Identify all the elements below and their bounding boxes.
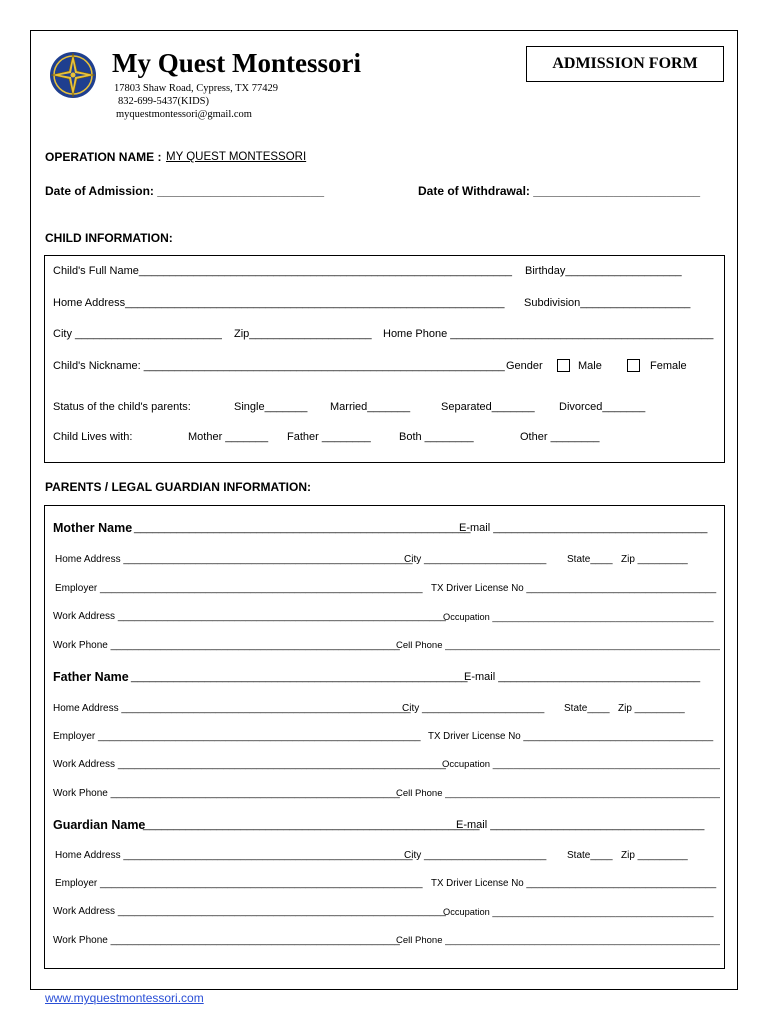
- subdivision-field[interactable]: Subdivision__________________: [524, 297, 691, 309]
- guardian-zip-field[interactable]: Zip _________: [621, 850, 688, 861]
- child-full-name-field[interactable]: Child's Full Name_____________________________________________________________: [53, 265, 513, 277]
- mother-email-field[interactable]: E-mail ___________________________________: [459, 522, 708, 534]
- status-single-field[interactable]: Single_______: [234, 401, 308, 413]
- form-title: ADMISSION FORM: [526, 46, 724, 82]
- guardian-name-label: Guardian Name: [53, 818, 146, 832]
- father-name-field[interactable]: _______________________________________________________: [131, 671, 468, 683]
- guardian-state-field[interactable]: State____: [567, 850, 613, 861]
- guardian-home-address-field[interactable]: Home Address ____________________________________________________: [55, 850, 413, 861]
- mother-work-address-field[interactable]: Work Address ___________________________________________________________: [53, 611, 446, 622]
- father-occupation-field[interactable]: Occupation ___________________________________________: [442, 759, 720, 770]
- lives-mother-field[interactable]: Mother _______: [188, 431, 269, 443]
- father-cell-phone-field[interactable]: Cell Phone ____________________________________________________: [396, 788, 720, 799]
- zip-field[interactable]: Zip____________________: [234, 328, 372, 340]
- operation-value: MY QUEST MONTESSORI: [166, 151, 307, 163]
- child-nickname-field[interactable]: Child's Nickname: ___________________________________________________________: [53, 360, 505, 372]
- father-work-address-field[interactable]: Work Address ___________________________________________________________: [53, 759, 446, 770]
- mother-cell-phone-field[interactable]: Cell Phone ____________________________________________________: [396, 640, 720, 651]
- male-checkbox[interactable]: [557, 359, 570, 372]
- home-phone-field[interactable]: Home Phone ___________________________________________: [383, 328, 714, 340]
- mother-name-label: Mother Name: [53, 521, 133, 535]
- father-zip-field[interactable]: Zip _________: [618, 703, 685, 714]
- school-email: myquestmontessori@gmail.com: [116, 109, 252, 120]
- city-field[interactable]: City ________________________: [53, 328, 222, 340]
- mother-employer-field[interactable]: Employer __________________________________________________________: [55, 583, 423, 594]
- lives-both-field[interactable]: Both ________: [399, 431, 474, 443]
- guardian-city-field[interactable]: City ______________________: [404, 850, 547, 861]
- school-address: 17803 Shaw Road, Cypress, TX 77429: [114, 83, 279, 94]
- website-link[interactable]: www.myquestmontessori.com: [45, 991, 204, 1005]
- mother-state-field[interactable]: State____: [567, 554, 613, 565]
- status-divorced-field[interactable]: Divorced_______: [559, 401, 646, 413]
- home-address-field[interactable]: Home Address______________________________________________________________: [53, 297, 505, 309]
- guardian-cell-phone-field[interactable]: Cell Phone ____________________________________________________: [396, 935, 720, 946]
- guardian-tx-license-field[interactable]: TX Driver License No ___________________________________: [431, 878, 717, 889]
- guardian-name-field[interactable]: _______________________________________________________: [143, 819, 480, 831]
- lives-other-field[interactable]: Other ________: [520, 431, 600, 443]
- father-email-field[interactable]: E-mail _________________________________: [464, 671, 701, 683]
- guardian-work-phone-field[interactable]: Work Phone ____________________________________________________: [53, 935, 400, 946]
- mother-name-field[interactable]: _______________________________________________________: [134, 522, 471, 534]
- operation-label: OPERATION NAME :: [45, 150, 162, 164]
- father-home-address-field[interactable]: Home Address ____________________________________________________: [53, 703, 411, 714]
- mother-occupation-field[interactable]: Occupation ___________________________________________: [443, 612, 714, 622]
- mother-city-field[interactable]: City ______________________: [404, 554, 547, 565]
- mother-zip-field[interactable]: Zip _________: [621, 554, 688, 565]
- male-label: Male: [578, 360, 602, 372]
- father-work-phone-field[interactable]: Work Phone ____________________________________________________: [53, 788, 400, 799]
- father-name-label: Father Name: [53, 670, 129, 684]
- guardian-work-address-field[interactable]: Work Address ___________________________________________________________: [53, 906, 446, 917]
- parents-status-label: Status of the child's parents:: [53, 401, 191, 413]
- female-label: Female: [650, 360, 687, 372]
- school-name: My Quest Montessori: [112, 48, 361, 78]
- female-checkbox[interactable]: [627, 359, 640, 372]
- mother-home-address-field[interactable]: Home Address ____________________________________________________: [55, 554, 413, 565]
- birthday-field[interactable]: Birthday___________________: [525, 265, 682, 277]
- guardian-occupation-field[interactable]: Occupation ___________________________________________: [443, 907, 714, 917]
- mother-work-phone-field[interactable]: Work Phone ____________________________________________________: [53, 640, 400, 651]
- child-lives-with-label: Child Lives with:: [53, 431, 133, 443]
- lives-father-field[interactable]: Father ________: [287, 431, 371, 443]
- compass-logo-icon: [48, 50, 98, 100]
- father-tx-license-field[interactable]: TX Driver License No ___________________________________: [428, 731, 714, 742]
- guardian-employer-field[interactable]: Employer __________________________________________________________: [55, 878, 423, 889]
- father-state-field[interactable]: State____: [564, 703, 610, 714]
- school-phone: 832-699-5437(KIDS): [118, 96, 209, 107]
- status-separated-field[interactable]: Separated_______: [441, 401, 535, 413]
- date-of-withdrawal-field[interactable]: Date of Withdrawal: _________________________: [418, 184, 701, 198]
- guardian-email-field[interactable]: E-mail ___________________________________: [456, 819, 705, 831]
- status-married-field[interactable]: Married_______: [330, 401, 411, 413]
- child-section-title: CHILD INFORMATION:: [45, 231, 173, 245]
- father-city-field[interactable]: City ______________________: [402, 703, 545, 714]
- father-employer-field[interactable]: Employer __________________________________________________________: [53, 731, 421, 742]
- parents-section-title: PARENTS / LEGAL GUARDIAN INFORMATION:: [45, 480, 311, 494]
- gender-label: Gender: [506, 360, 543, 372]
- mother-tx-license-field[interactable]: TX Driver License No ___________________________________: [431, 583, 717, 594]
- date-of-admission-field[interactable]: Date of Admission: _________________________: [45, 184, 325, 198]
